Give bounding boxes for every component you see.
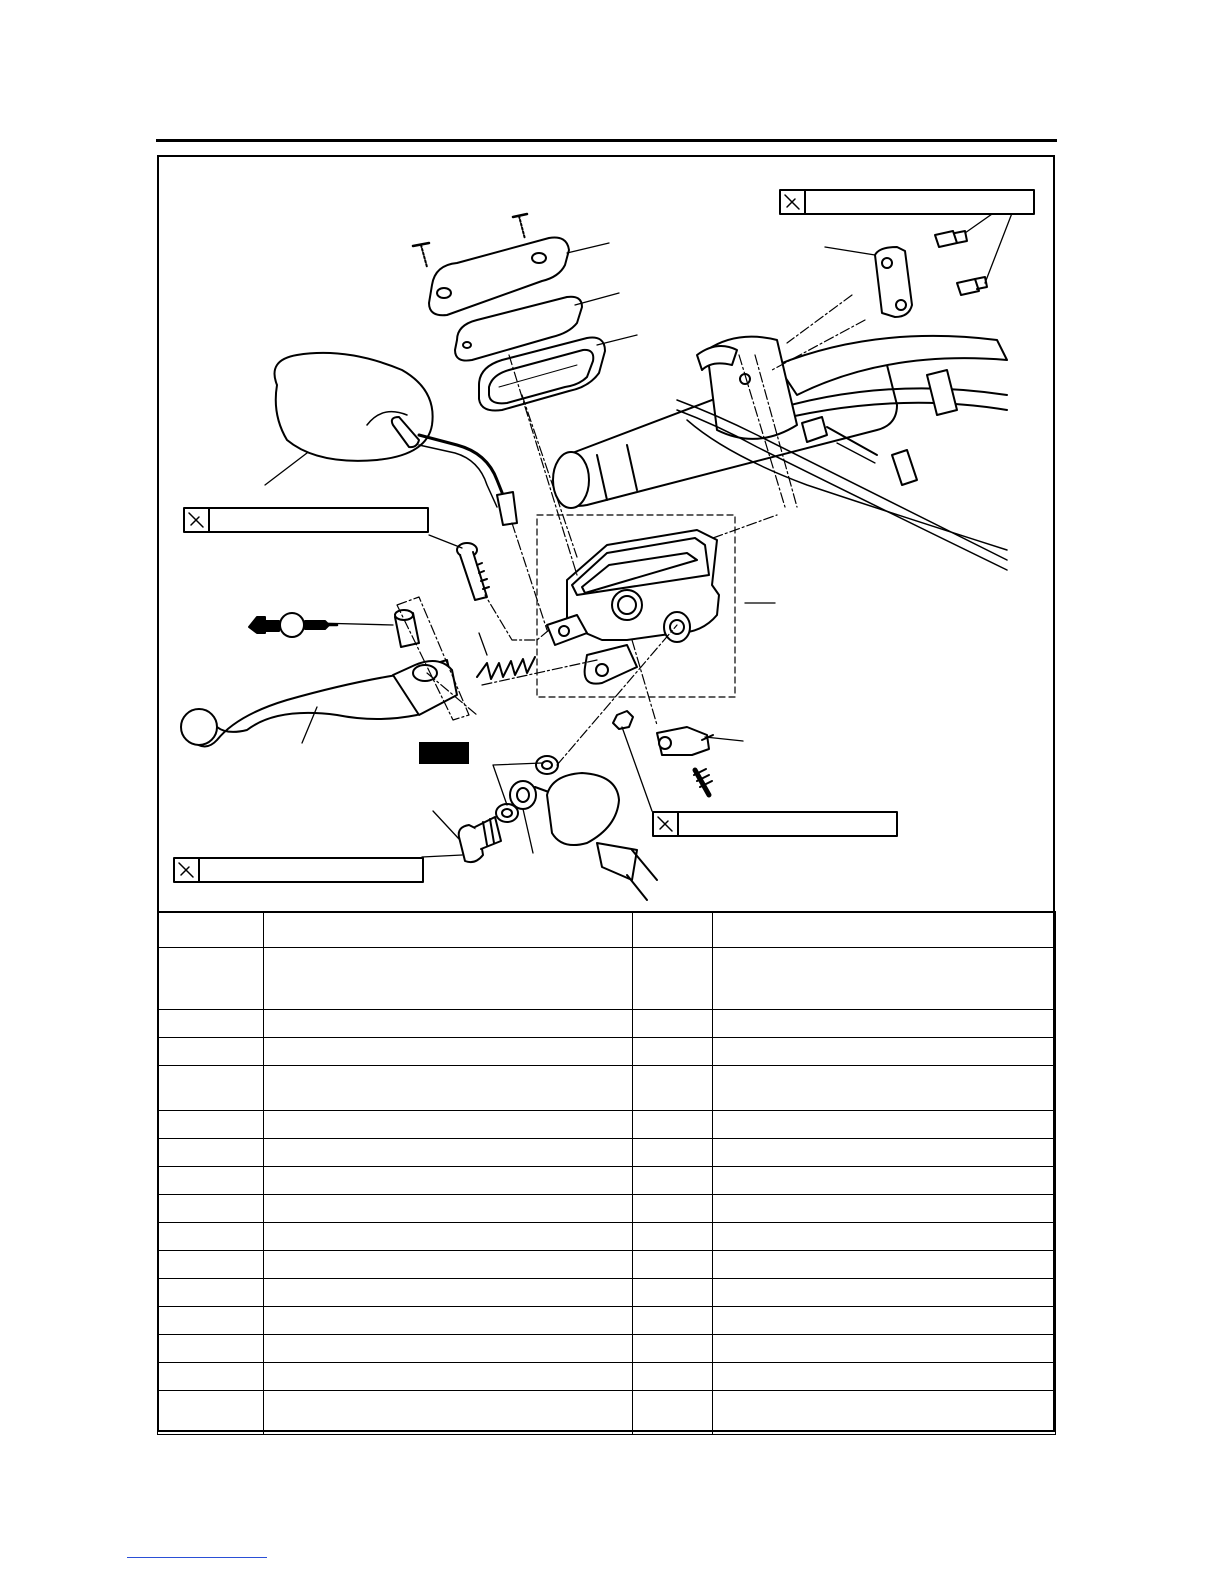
table-cell	[713, 1362, 1056, 1390]
table-cell	[713, 1138, 1056, 1166]
table-cell	[158, 1222, 264, 1250]
table-row	[158, 1166, 1056, 1194]
table-cell	[713, 1037, 1056, 1065]
table-row	[158, 1222, 1056, 1250]
table-cell	[713, 1110, 1056, 1138]
table-cell	[158, 1362, 264, 1390]
table-cell	[713, 1166, 1056, 1194]
header-rule	[156, 139, 1057, 142]
table-row	[158, 912, 1056, 947]
switch-screw	[694, 769, 712, 795]
table-cell	[158, 912, 264, 947]
torque-box-top-right	[780, 190, 1034, 214]
table-cell	[633, 1194, 713, 1222]
table-cell	[633, 1362, 713, 1390]
table-cell	[264, 1065, 633, 1110]
footer-link-underline[interactable]	[127, 1557, 267, 1558]
table-cell	[713, 912, 1056, 947]
table-cell	[158, 1194, 264, 1222]
table-row	[158, 1362, 1056, 1390]
table-cell	[713, 1250, 1056, 1278]
table-cell	[158, 1065, 264, 1110]
table-cell	[633, 1250, 713, 1278]
holder-bolt-upper	[935, 231, 967, 247]
torque-box-mid-left	[184, 508, 428, 532]
table-cell	[158, 947, 264, 1009]
master-cylinder-holder	[875, 247, 912, 317]
table-cell	[633, 947, 713, 1009]
table-row	[158, 1334, 1056, 1362]
lock-nut	[613, 711, 633, 729]
union-bolt	[459, 817, 501, 862]
table-row	[158, 1037, 1056, 1065]
lever-bolt	[457, 543, 489, 600]
screw-left	[413, 243, 429, 267]
table-cell	[633, 1110, 713, 1138]
table-cell	[633, 1390, 713, 1434]
master-cylinder-body	[547, 530, 719, 684]
table-cell	[713, 1278, 1056, 1306]
table-cell	[633, 1166, 713, 1194]
holder-bolt-lower	[957, 277, 987, 295]
parts-table	[157, 911, 1056, 1435]
table-cell	[264, 1166, 633, 1194]
table-row	[158, 947, 1056, 1009]
table-cell	[158, 1390, 264, 1434]
table-cell	[264, 1222, 633, 1250]
table-cell	[713, 1194, 1056, 1222]
table-cell	[158, 1110, 264, 1138]
brake-light-switch	[657, 727, 713, 755]
table-row	[158, 1009, 1056, 1037]
table-cell	[264, 912, 633, 947]
table-cell	[633, 912, 713, 947]
table-cell	[264, 1334, 633, 1362]
table-cell	[158, 1138, 264, 1166]
table-cell	[264, 1390, 633, 1434]
table-cell	[633, 1222, 713, 1250]
exploded-diagram	[157, 155, 1055, 911]
table-cell	[264, 1037, 633, 1065]
table-cell	[633, 1138, 713, 1166]
table-cell	[158, 1009, 264, 1037]
brake-hose	[510, 773, 657, 900]
table-row	[158, 1390, 1056, 1434]
table-cell	[264, 1009, 633, 1037]
table-cell	[633, 1065, 713, 1110]
table-cell	[633, 1306, 713, 1334]
table-cell	[158, 1250, 264, 1278]
table-row	[158, 1278, 1056, 1306]
table-cell	[158, 1166, 264, 1194]
table-cell	[264, 1194, 633, 1222]
table-cell	[264, 1138, 633, 1166]
table-cell	[264, 947, 633, 1009]
table-row	[158, 1065, 1056, 1110]
table-cell	[158, 1334, 264, 1362]
table-row	[158, 1306, 1056, 1334]
table-cell	[158, 1306, 264, 1334]
table-row	[158, 1138, 1056, 1166]
table-cell	[713, 1306, 1056, 1334]
table-cell	[264, 1362, 633, 1390]
table-cell	[713, 1065, 1056, 1110]
table-cell	[264, 1306, 633, 1334]
table-row	[158, 1110, 1056, 1138]
copper-washer-2	[536, 756, 558, 774]
table-cell	[264, 1250, 633, 1278]
table-row	[158, 1250, 1056, 1278]
table-cell	[633, 1278, 713, 1306]
table-cell	[713, 1334, 1056, 1362]
table-cell	[713, 1009, 1056, 1037]
brake-lever	[181, 660, 457, 747]
table-cell	[158, 1037, 264, 1065]
table-cell	[264, 1278, 633, 1306]
screw-right	[513, 214, 527, 239]
new-part-badge	[419, 742, 469, 764]
table-cell	[264, 1110, 633, 1138]
lubricant-grease-icon	[249, 613, 337, 637]
torque-box-bottom-left	[174, 858, 423, 882]
table-cell	[713, 1390, 1056, 1434]
table-row	[158, 1194, 1056, 1222]
table-cell	[633, 1334, 713, 1362]
torque-box-bottom-right	[653, 812, 897, 836]
table-cell	[633, 1009, 713, 1037]
table-cell	[713, 947, 1056, 1009]
table-cell	[633, 1037, 713, 1065]
table-cell	[158, 1278, 264, 1306]
table-cell	[713, 1222, 1056, 1250]
